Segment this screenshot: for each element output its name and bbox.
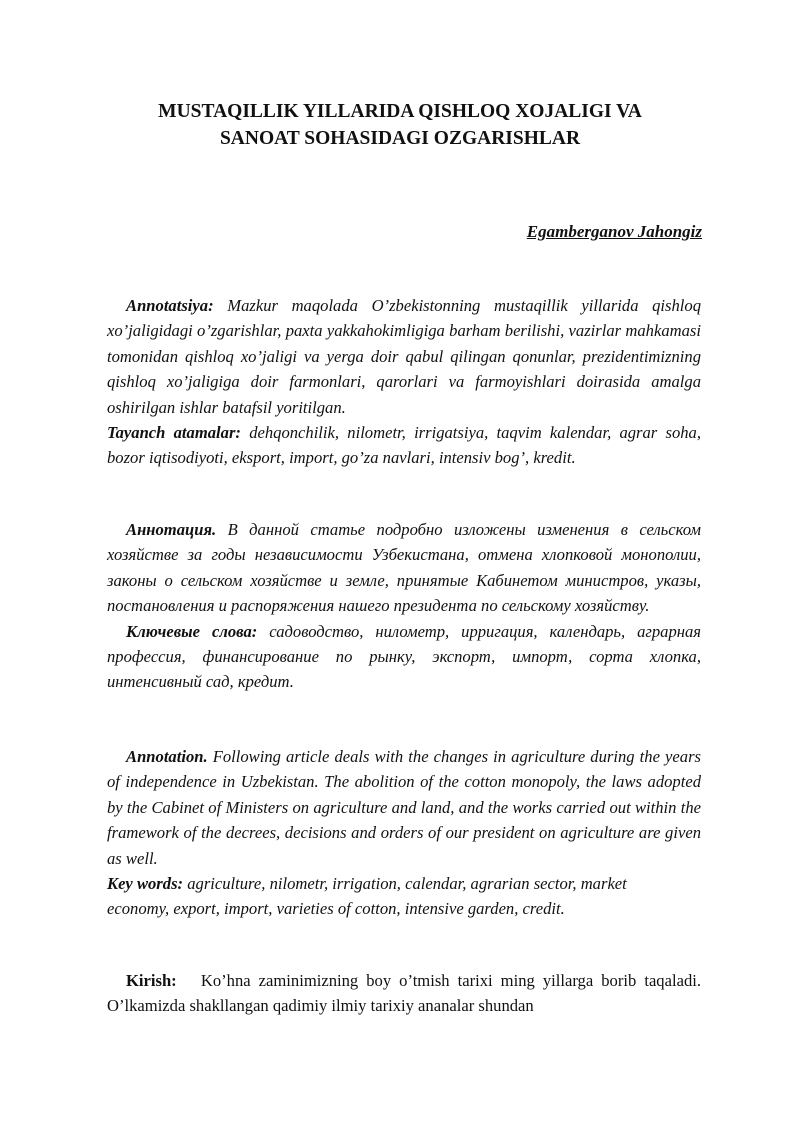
paper-title-line-2: SANOAT SOHASIDAGI OZGARISHLAR	[219, 128, 581, 149]
author-name: Egamberganov Jahongiz	[526, 222, 702, 241]
keywords-russian-label: Ключевые слова:	[126, 621, 258, 641]
paper-title-line-1: MUSTAQILLIK YILLARIDA QISHLOQ XOJALIGI VA	[158, 101, 642, 122]
introduction-text: Ko’hna zaminimizning boy o’tmish tarixi ming yillarga borib taqaladi. O’lkamizda shakllangan qadimiy ilmiy tarixiy ananalar shundan	[107, 971, 701, 1016]
keywords-english-text-part-1: agriculture, nilometr, irrigation, calendar, agrarian sector, market	[187, 874, 627, 894]
introduction	[107, 968, 701, 1019]
keywords-english-text-part-2: economy, export, import, varieties of cotton, intensive garden, credit.	[107, 899, 565, 919]
paper-title	[0, 98, 800, 152]
keywords-english-label: Key words:	[107, 874, 184, 894]
introduction-paragraph	[107, 968, 701, 1019]
abstract-russian-label: Аннотация.	[126, 520, 217, 539]
abstract-english-text: Following article deals with the changes in agriculture during the years of independence in Uzbekistan. The abolition of the cotton monopoly, the laws adopted by the Cabinet of Ministers on agriculture and land, and the works carried out within the framework of the decrees, decisions and orders of our president on agriculture are given as well.	[107, 747, 701, 868]
abstract-english-label: Annotation.	[126, 747, 208, 766]
keywords-uzbek	[107, 420, 701, 471]
abstract-english-paragraph	[107, 744, 701, 871]
abstract-uzbek-label: Annotatsiya:	[126, 296, 214, 315]
abstract-russian-paragraph	[107, 517, 701, 619]
keywords-russian	[107, 619, 701, 695]
abstract-uzbek	[107, 293, 701, 471]
abstract-russian-text: В данной статье подробно изложены изменения в сельском хозяйстве за годы независимости Узбекистана, отмена хлопковой монополии, законы о сельском хозяйстве и земле, принятые Кабинетом министров, указы, постановления и распоряжения нашего президента по сельскому хозяйству.	[107, 520, 701, 616]
keywords-russian-text: садоводство, нилометр, ирригация, календарь, аграрная профессия, финансирование по рынку, экспорт, импорт, сорта хлопка, интенсивный сад, кредит.	[107, 621, 701, 692]
introduction-label: Kirish:	[126, 971, 177, 990]
keywords-uzbek-text: dehqonchilik, nilometr, irrigatsiya, taqvim kalendar, agrar soha, bozor iqtisodiyoti, eksport, import, go’za navlari, intensiv bog’, kredit.	[107, 423, 702, 468]
abstract-english	[107, 744, 701, 922]
abstract-russian	[107, 517, 701, 695]
abstract-uzbek-paragraph	[107, 293, 701, 420]
abstract-uzbek-text: Mazkur maqolada O’zbekistonning mustaqillik yillarida qishloq xo’jaligidagi o’zgarishlar, paxta yakkahokimligiga barham berilishi, vazirlar mahkamasi tomonidan qishloq xo’jaligi va yerga doir qabul qilingan qonunlar, prezidentimizning qishloq xo’jaligiga doir farmonlari, qarorlari va farmoyishlari doirasida amalga oshirilgan ishlar batafsil yoritilgan.	[107, 296, 701, 417]
keywords-english	[107, 871, 701, 922]
keywords-uzbek-label: Tayanch atamalar:	[107, 423, 241, 443]
